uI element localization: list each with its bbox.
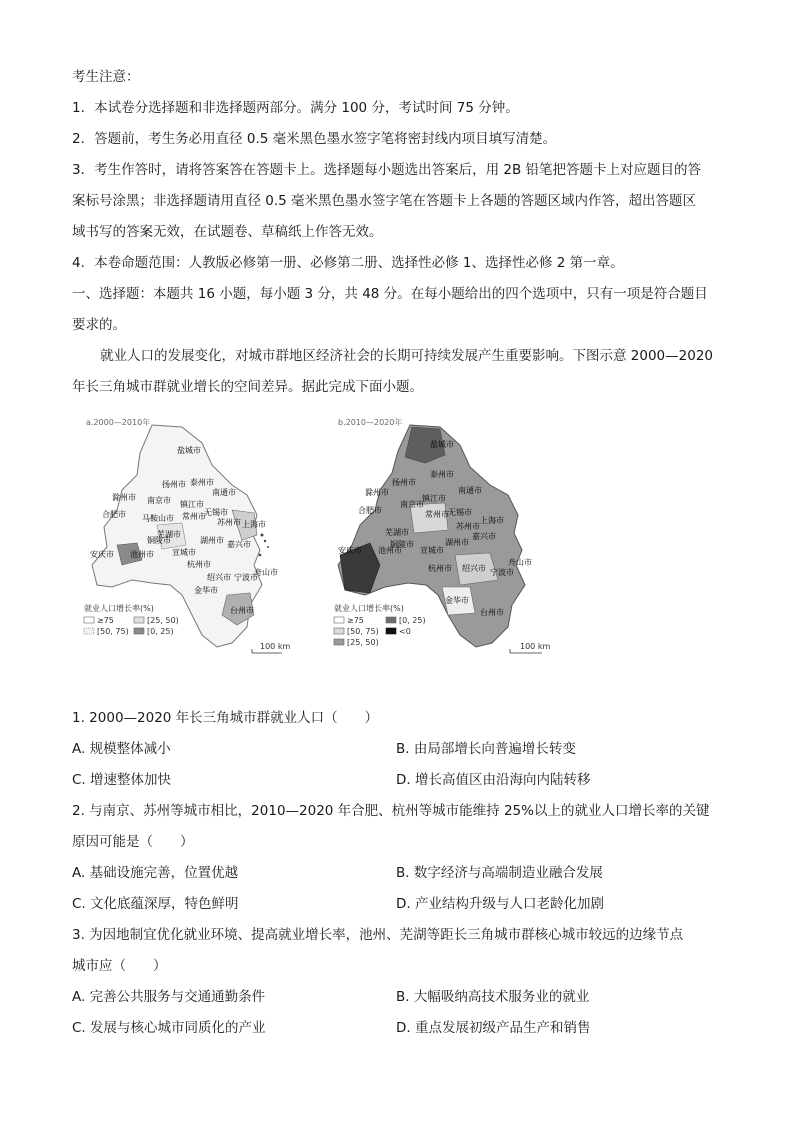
- map-a: [82, 415, 291, 660]
- map-b-city-label: 扬州市: [392, 478, 416, 487]
- notice-heading: 考生注意：: [72, 69, 140, 85]
- map-b-legend-item: ≥75: [347, 616, 364, 625]
- map-b-city-label: 绍兴市: [462, 564, 486, 573]
- map-a-city-label: 常州市: [182, 512, 206, 521]
- q1-option-b: B. 由局部增长向普遍增长转变: [396, 741, 576, 757]
- map-b-title: b.2010—2020年: [338, 418, 403, 427]
- map-b-city-label: 舟山市: [508, 558, 532, 567]
- map-a-city-label: 绍兴市: [207, 573, 231, 582]
- map-a-city-label: 舟山市: [254, 568, 278, 577]
- map-a-city-label: 金华市: [194, 586, 218, 595]
- notice-item-3: 3．考生作答时，请将答案答在答题卡上。选择题每小题选出答案后，用 2B 铅笔把答题卡上对应题目的答: [72, 162, 702, 178]
- notice-item-4: 4．本卷命题范围：人教版必修第一册、必修第二册、选择性必修 1、选择性必修 2 第一章。: [72, 255, 624, 271]
- q1-option-a: A. 规模整体减小: [72, 741, 171, 757]
- map-b-legend: [334, 603, 426, 647]
- map-a-legend-item: [50, 75): [97, 627, 129, 636]
- notice-item-2: 2．答题前，考生务必用直径 0.5 毫米黑色墨水签字笔将密封线内项目填写清楚。: [72, 131, 557, 147]
- notice-item-3-cont2: 域书写的答案无效，在试题卷、草稿纸上作答无效。: [72, 224, 383, 240]
- q2-option-b: B. 数字经济与高端制造业融合发展: [396, 865, 603, 881]
- map-a-city-label: 芜湖市: [157, 530, 181, 539]
- map-a-city-label: 安庆市: [90, 550, 114, 559]
- map-b-city-label: 盐城市: [430, 440, 454, 449]
- map-b-city-label: 湖州市: [445, 538, 469, 547]
- map-b-legend-item: [25, 50): [347, 638, 379, 647]
- map-b-city-label: 上海市: [480, 516, 504, 525]
- map-b-city-label: 台州市: [480, 608, 504, 617]
- map-a-city-label: 宁波市: [234, 573, 258, 582]
- map-b: [330, 415, 560, 660]
- q1-option-c: C. 增速整体加快: [72, 772, 172, 788]
- map-a-city-label: 宣城市: [172, 548, 196, 557]
- map-a-legend-title: 就业人口增长率(%): [84, 604, 154, 613]
- map-a-city-label: 滁州市: [112, 493, 136, 502]
- map-a-city-label: 南京市: [147, 496, 171, 505]
- question-3-stem-cont: 城市应（ ）: [72, 958, 167, 974]
- map-b-city-label: 常州市: [425, 510, 449, 519]
- map-a-city-label: 池州市: [130, 550, 154, 559]
- map-a-legend: [84, 603, 179, 636]
- q3-option-a: A. 完善公共服务与交通通勤条件: [72, 989, 266, 1005]
- map-a-title: a.2000—2010年: [86, 418, 151, 427]
- map-a-city-label: 扬州市: [162, 480, 186, 489]
- map-b-svg: [330, 415, 560, 660]
- map-b-scale-bar: [510, 642, 550, 653]
- map-b-city-label: 苏州市: [456, 522, 480, 531]
- notice-item-1: 1．本试卷分选择题和非选择题两部分。满分 100 分，考试时间 75 分钟。: [72, 100, 519, 116]
- map-b-city-label: 铜陵市: [390, 540, 414, 549]
- question-2-stem-cont: 原因可能是（ ）: [72, 834, 194, 850]
- map-b-legend-title: 就业人口增长率(%): [334, 604, 404, 613]
- map-a-city-label: 马鞍山市: [142, 514, 174, 523]
- question-3-stem: 3. 为因地制宜优化就业环境、提高就业增长率，池州、芜湖等距长三角城市群核心城市较远的边缘节点: [72, 927, 684, 943]
- map-b-city-label: 池州市: [378, 546, 402, 555]
- map-b-city-label: 南通市: [458, 486, 482, 495]
- map-a-city-label: 盐城市: [177, 446, 201, 455]
- section-heading-cont: 要求的。: [72, 317, 126, 333]
- q2-option-c: C. 文化底蕴深厚，特色鲜明: [72, 896, 239, 912]
- q1-option-d: D. 增长高值区由沿海向内陆转移: [396, 772, 591, 788]
- map-b-city-label: 泰州市: [430, 470, 454, 479]
- map-a-city-label: 合肥市: [102, 510, 126, 519]
- map-a-city-label: 杭州市: [187, 560, 211, 569]
- map-b-legend-item: [50, 75): [347, 627, 379, 636]
- section-heading: 一、选择题：本题共 16 小题，每小题 3 分，共 48 分。在每小题给出的四个选项中，只有一项是符合题目: [72, 286, 708, 302]
- map-a-legend-item: [25, 50): [147, 616, 179, 625]
- map-a-city-label: 无锡市: [204, 508, 228, 517]
- q3-option-c: C. 发展与核心城市同质化的产业: [72, 1020, 266, 1036]
- map-b-city-label: 嘉兴市: [472, 532, 496, 541]
- map-a-city-label: 台州市: [230, 606, 254, 615]
- map-a-city-label: 上海市: [242, 520, 266, 529]
- question-1-stem: 1. 2000—2020 年长三角城市群就业人口（ ）: [72, 710, 379, 726]
- map-b-city-label: 金华市: [445, 596, 469, 605]
- map-b-city-label: 宣城市: [420, 546, 444, 555]
- map-b-city-label: 安庆市: [338, 546, 362, 555]
- q2-option-a: A. 基础设施完善，位置优越: [72, 865, 239, 881]
- map-b-scale-label: 100 km: [520, 642, 551, 651]
- passage-line-1: 就业人口的发展变化，对城市群地区经济社会的长期可持续发展产生重要影响。下图示意 2000—2020: [100, 348, 714, 364]
- map-a-svg: [82, 415, 291, 660]
- map-b-city-label: 南京市: [400, 500, 424, 509]
- map-a-city-label: 湖州市: [200, 536, 224, 545]
- map-b-city-label: 镇江市: [422, 494, 446, 503]
- q3-option-b: B. 大幅吸纳高技术服务业的就业: [396, 989, 590, 1005]
- map-a-city-label: 铜陵市: [147, 536, 171, 545]
- map-b-city-label: 宁波市: [490, 568, 514, 577]
- map-a-scale-bar: [252, 642, 290, 653]
- map-a-city-label: 泰州市: [190, 478, 214, 487]
- map-a-scale-label: 100 km: [260, 642, 291, 651]
- map-a-city-label: 嘉兴市: [227, 540, 251, 549]
- map-b-city-label: 杭州市: [428, 564, 452, 573]
- q3-option-d: D. 重点发展初级产品生产和销售: [396, 1020, 591, 1036]
- map-b-legend-item: [0, 25): [399, 616, 426, 625]
- map-a-legend-item: ≥75: [97, 616, 114, 625]
- map-a-city-label: 镇江市: [180, 500, 204, 509]
- question-2-stem: 2. 与南京、苏州等城市相比，2010—2020 年合肥、杭州等城市能维持 25%以上的就业人口增长率的关键: [72, 803, 710, 819]
- map-b-city-label: 芜湖市: [385, 528, 409, 537]
- q2-option-d: D. 产业结构升级与人口老龄化加剧: [396, 896, 604, 912]
- map-a-city-label: 南通市: [212, 488, 236, 497]
- map-b-legend-item: <0: [399, 627, 411, 636]
- map-b-city-label: 滁州市: [365, 488, 389, 497]
- map-a-city-label: 苏州市: [217, 518, 241, 527]
- map-b-city-label: 合肥市: [358, 506, 382, 515]
- map-b-city-label: 无锡市: [448, 508, 472, 517]
- passage-line-2: 年长三角城市群就业增长的空间差异。据此完成下面小题。: [72, 379, 423, 395]
- notice-item-3-cont: 案标号涂黑；非选择题请用直径 0.5 毫米黑色墨水签字笔在答题卡上各题的答题区域内作答，超出答题区: [72, 193, 697, 209]
- map-a-legend-item: [0, 25): [147, 627, 174, 636]
